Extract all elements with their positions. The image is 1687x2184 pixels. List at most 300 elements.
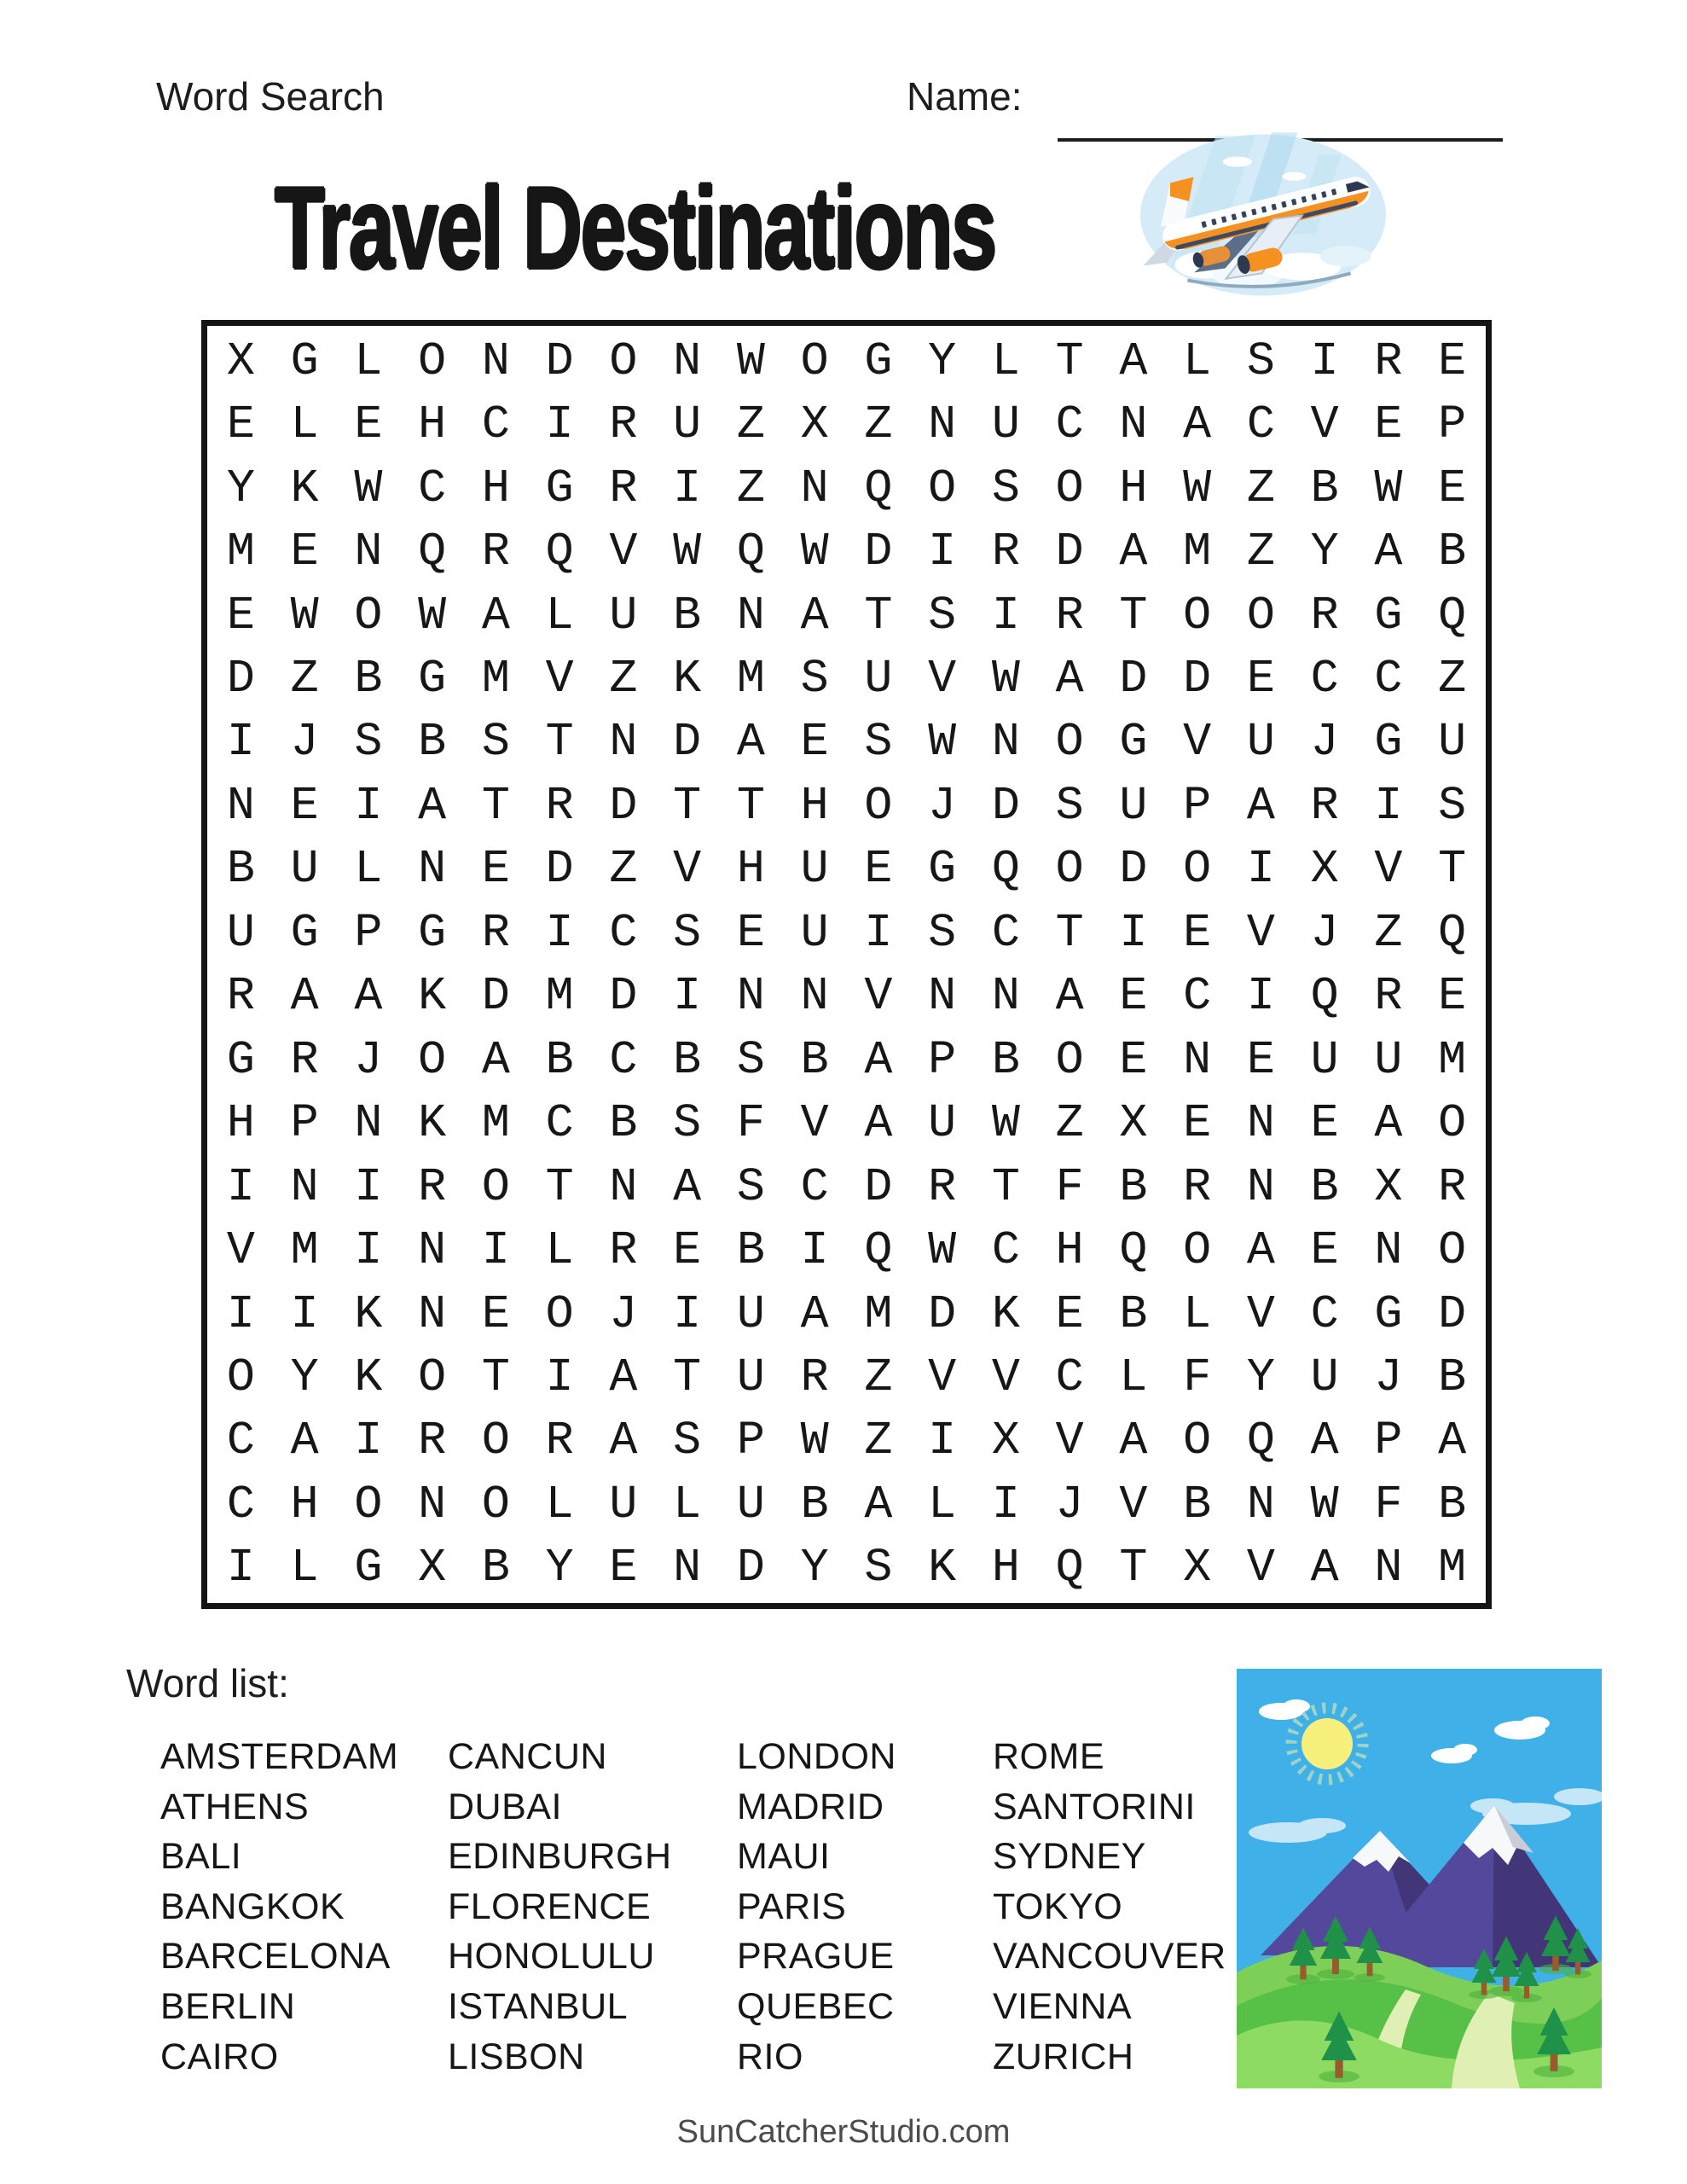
grid-cell-letter: A — [290, 969, 319, 1024]
grid-cell-letter: W — [800, 525, 829, 579]
grid-cell-letter: I — [354, 778, 383, 833]
grid-cell-letter: O — [481, 1414, 510, 1468]
grid-cell-letter: L — [545, 588, 574, 642]
grid-cell-letter: Q — [1055, 1541, 1084, 1595]
grid-cell-letter: X — [1119, 1096, 1148, 1151]
grid-cell-letter: V — [991, 1350, 1020, 1404]
grid-cell-letter: G — [1374, 715, 1403, 770]
grid-cell-letter: A — [864, 1477, 893, 1531]
grid-cell-letter: B — [1183, 1477, 1212, 1531]
grid-cell-letter: A — [1246, 1223, 1275, 1278]
grid-row — [209, 1345, 1484, 1409]
grid-cell-letter: O — [800, 334, 829, 388]
grid-cell-letter: S — [673, 1096, 702, 1151]
grid-cell-letter: U — [609, 588, 638, 642]
grid-cell-letter: G — [290, 905, 319, 960]
grid-cell-letter: P — [1374, 1414, 1403, 1468]
grid-cell-letter: T — [481, 1350, 510, 1404]
word-list-item: TOKYO — [993, 1885, 1123, 1927]
word-list-column — [160, 1732, 433, 2082]
grid-cell-letter: E — [226, 588, 255, 642]
grid-cell-letter: I — [290, 1287, 319, 1341]
grid-cell-letter: U — [1374, 1032, 1403, 1087]
grid-cell-letter: A — [354, 969, 383, 1024]
grid-cell-letter: S — [736, 1159, 765, 1214]
grid-cell-letter: R — [1438, 1159, 1467, 1214]
grid-cell-letter: C — [1374, 651, 1403, 706]
grid-cell-letter: G — [418, 905, 447, 960]
grid-cell-letter: E — [1438, 969, 1467, 1024]
grid-row — [209, 1409, 1484, 1472]
grid-cell-letter: I — [1246, 842, 1275, 897]
grid-cell-letter: E — [864, 842, 893, 897]
grid-cell-letter: D — [928, 1287, 957, 1341]
grid-cell-letter: T — [673, 1350, 702, 1404]
grid-cell-letter: W — [418, 588, 447, 642]
grid-cell-letter: E — [290, 778, 319, 833]
grid-cell-letter: I — [864, 905, 893, 960]
grid-cell-letter: O — [1055, 715, 1084, 770]
grid-cell-letter: L — [1183, 334, 1212, 388]
word-list-item: SANTORINI — [993, 1786, 1196, 1827]
grid-cell-letter: J — [354, 1032, 383, 1087]
grid-cell-letter: R — [1374, 969, 1403, 1024]
grid-cell-letter: W — [1183, 461, 1212, 515]
grid-cell-letter: F — [1055, 1159, 1084, 1214]
grid-cell-letter: A — [736, 715, 765, 770]
grid-cell-letter: M — [290, 1223, 319, 1278]
grid-cell-letter: I — [226, 1287, 255, 1341]
grid-cell-letter: O — [1246, 588, 1275, 642]
grid-cell-letter: N — [736, 588, 765, 642]
word-list-label: Word list: — [126, 1661, 289, 1705]
grid-cell-letter: B — [545, 1032, 574, 1087]
grid-cell-letter: A — [290, 1414, 319, 1468]
grid-cell-letter: C — [1183, 969, 1212, 1024]
grid-cell-letter: L — [991, 334, 1020, 388]
grid-cell-letter: I — [1374, 778, 1403, 833]
grid-cell-letter: J — [609, 1287, 638, 1341]
grid-cell-letter: E — [1183, 905, 1212, 960]
grid-cell-letter: C — [609, 905, 638, 960]
grid-cell-letter: W — [673, 525, 702, 579]
grid-row — [209, 901, 1484, 964]
grid-cell-letter: C — [418, 461, 447, 515]
grid-cell-letter: O — [418, 1032, 447, 1087]
grid-cell-letter: N — [928, 969, 957, 1024]
grid-cell-letter: R — [1055, 588, 1084, 642]
grid-cell-letter: Z — [1374, 905, 1403, 960]
grid-cell-letter: N — [481, 334, 510, 388]
grid-cell-letter: B — [673, 1032, 702, 1087]
grid-cell-letter: W — [1310, 1477, 1339, 1531]
grid-cell-letter: K — [673, 651, 702, 706]
grid-cell-letter: N — [354, 525, 383, 579]
word-list-item: ZURICH — [993, 2036, 1134, 2077]
grid-cell-letter: M — [481, 1096, 510, 1151]
grid-cell-letter: O — [928, 461, 957, 515]
grid-cell-letter: M — [1183, 525, 1212, 579]
word-list-item: CANCUN — [448, 1736, 607, 1777]
grid-cell-letter: L — [545, 1477, 574, 1531]
grid-cell-letter: B — [1438, 1350, 1467, 1404]
grid-cell-letter: E — [481, 1287, 510, 1341]
grid-cell-letter: E — [1246, 651, 1275, 706]
grid-cell-letter: E — [1438, 334, 1467, 388]
grid-cell-letter: R — [609, 398, 638, 452]
grid-cell-letter: B — [481, 1541, 510, 1595]
grid-cell-letter: J — [1310, 905, 1339, 960]
grid-cell-letter: Q — [864, 461, 893, 515]
grid-cell-letter: H — [1055, 1223, 1084, 1278]
grid-cell-letter: P — [1183, 778, 1212, 833]
grid-cell-letter: A — [1310, 1414, 1339, 1468]
word-list-item: PARIS — [737, 1885, 847, 1927]
grid-cell-letter: D — [481, 969, 510, 1024]
grid-cell-letter: J — [928, 778, 957, 833]
grid-cell-letter: H — [1119, 461, 1148, 515]
grid-cell-letter: V — [928, 651, 957, 706]
grid-cell-letter: Q — [991, 842, 1020, 897]
grid-cell-letter: R — [928, 1159, 957, 1214]
grid-cell-letter: O — [1183, 1223, 1212, 1278]
grid-cell-letter: C — [609, 1032, 638, 1087]
grid-cell-letter: D — [864, 525, 893, 579]
grid-cell-letter: A — [481, 1032, 510, 1087]
grid-cell-letter: C — [800, 1159, 829, 1214]
grid-cell-letter: G — [418, 651, 447, 706]
name-label: Name: — [907, 74, 1023, 119]
grid-cell-letter: X — [1310, 842, 1339, 897]
grid-cell-letter: G — [1374, 1287, 1403, 1341]
grid-cell-letter: Q — [864, 1223, 893, 1278]
grid-cell-letter: N — [1246, 1477, 1275, 1531]
grid-cell-letter: E — [354, 398, 383, 452]
grid-cell-letter: A — [800, 588, 829, 642]
grid-cell-letter: V — [1374, 842, 1403, 897]
grid-cell-letter: W — [354, 461, 383, 515]
grid-cell-letter: E — [800, 715, 829, 770]
grid-cell-letter: N — [1183, 1032, 1212, 1087]
grid-row — [209, 584, 1484, 647]
grid-cell-letter: Z — [1246, 461, 1275, 515]
grid-cell-letter: N — [418, 842, 447, 897]
grid-cell-letter: W — [290, 588, 319, 642]
grid-cell-letter: D — [1119, 651, 1148, 706]
grid-cell-letter: G — [1119, 715, 1148, 770]
grid-cell-letter: T — [545, 715, 574, 770]
grid-cell-letter: L — [354, 334, 383, 388]
grid-cell-letter: B — [418, 715, 447, 770]
grid-cell-letter: U — [864, 651, 893, 706]
grid-cell-letter: D — [545, 334, 574, 388]
grid-cell-letter: D — [1119, 842, 1148, 897]
grid-cell-letter: U — [609, 1477, 638, 1531]
grid-cell-letter: L — [928, 1477, 957, 1531]
grid-cell-letter: N — [928, 398, 957, 452]
grid-cell-letter: G — [928, 842, 957, 897]
word-list-item: HONOLULU — [448, 1936, 655, 1978]
grid-cell-letter: A — [1119, 1414, 1148, 1468]
footer-credit: SunCatcherStudio.com — [676, 2114, 1011, 2150]
grid-cell-letter: R — [545, 1414, 574, 1468]
grid-cell-letter: E — [1055, 1287, 1084, 1341]
grid-cell-letter: C — [1310, 651, 1339, 706]
worksheet-type-label: Word Search — [156, 74, 385, 119]
grid-cell-letter: X — [1183, 1541, 1212, 1595]
grid-cell-letter: I — [545, 398, 574, 452]
word-list-item: BANGKOK — [160, 1885, 345, 1927]
grid-cell-letter: V — [1246, 1287, 1275, 1341]
grid-cell-letter: Q — [1119, 1223, 1148, 1278]
grid-row — [209, 1218, 1484, 1281]
grid-cell-letter: O — [1438, 1223, 1467, 1278]
grid-cell-letter: L — [545, 1223, 574, 1278]
word-list-item: ATHENS — [160, 1786, 310, 1827]
grid-cell-letter: S — [673, 1414, 702, 1468]
grid-cell-letter: Y — [545, 1541, 574, 1595]
grid-cell-letter: S — [800, 651, 829, 706]
grid-row — [209, 711, 1484, 774]
grid-cell-letter: L — [354, 842, 383, 897]
grid-cell-letter: A — [1374, 1096, 1403, 1151]
grid-cell-letter: F — [1374, 1477, 1403, 1531]
grid-cell-letter: Z — [1438, 651, 1467, 706]
grid-cell-letter: W — [800, 1414, 829, 1468]
grid-cell-letter: I — [354, 1414, 383, 1468]
grid-cell-letter: W — [991, 1096, 1020, 1151]
word-grid — [201, 320, 1492, 1609]
grid-cell-letter: J — [1310, 715, 1339, 770]
grid-cell-letter: E — [609, 1541, 638, 1595]
grid-cell-letter: V — [673, 842, 702, 897]
grid-row — [209, 1028, 1484, 1091]
grid-cell-letter: B — [991, 1032, 1020, 1087]
grid-cell-letter: U — [800, 842, 829, 897]
grid-cell-letter: J — [1374, 1350, 1403, 1404]
grid-cell-letter: W — [991, 651, 1020, 706]
grid-cell-letter: X — [418, 1541, 447, 1595]
grid-cell-letter: V — [800, 1096, 829, 1151]
grid-row — [209, 774, 1484, 837]
grid-cell-letter: C — [1246, 398, 1275, 452]
grid-cell-letter: W — [1374, 461, 1403, 515]
grid-cell-letter: N — [1374, 1223, 1403, 1278]
grid-cell-letter: N — [354, 1096, 383, 1151]
word-list-item: BALI — [160, 1836, 242, 1878]
grid-cell-letter: N — [991, 715, 1020, 770]
word-list-item: ISTANBUL — [448, 1985, 629, 2027]
grid-cell-letter: T — [1055, 905, 1084, 960]
grid-cell-letter: N — [800, 969, 829, 1024]
grid-cell-letter: M — [226, 525, 255, 579]
word-list-item: BARCELONA — [160, 1936, 391, 1978]
word-list-item: RIO — [737, 2036, 803, 2077]
grid-cell-letter: A — [864, 1032, 893, 1087]
word-list-item: EDINBURGH — [448, 1836, 672, 1878]
grid-cell-letter: A — [864, 1096, 893, 1151]
grid-cell-letter: I — [226, 1541, 255, 1595]
grid-row — [209, 647, 1484, 710]
grid-cell-letter: E — [1119, 1032, 1148, 1087]
grid-cell-letter: U — [1246, 715, 1275, 770]
grid-cell-letter: T — [545, 1159, 574, 1214]
grid-cell-letter: N — [1374, 1541, 1403, 1595]
grid-row — [209, 965, 1484, 1028]
grid-cell-letter: P — [354, 905, 383, 960]
grid-cell-letter: N — [736, 969, 765, 1024]
grid-cell-letter: N — [290, 1159, 319, 1214]
grid-cell-letter: I — [991, 588, 1020, 642]
grid-cell-letter: R — [1374, 334, 1403, 388]
grid-cell-letter: C — [226, 1414, 255, 1468]
grid-cell-letter: U — [736, 1477, 765, 1531]
grid-cell-letter: I — [226, 715, 255, 770]
grid-row — [209, 1155, 1484, 1218]
grid-cell-letter: Q — [1438, 905, 1467, 960]
grid-cell-letter: O — [226, 1350, 255, 1404]
grid-cell-letter: O — [1055, 461, 1084, 515]
grid-cell-letter: O — [481, 1159, 510, 1214]
airplane-illustration — [1134, 128, 1392, 302]
grid-row — [209, 1472, 1484, 1536]
grid-cell-letter: I — [481, 1223, 510, 1278]
grid-cell-letter: A — [609, 1350, 638, 1404]
grid-cell-letter: N — [991, 969, 1020, 1024]
grid-cell-letter: O — [354, 1477, 383, 1531]
grid-cell-letter: G — [1374, 588, 1403, 642]
grid-cell-letter: S — [1438, 778, 1467, 833]
grid-cell-letter: P — [1438, 398, 1467, 452]
grid-cell-letter: S — [864, 715, 893, 770]
grid-cell-letter: A — [1055, 651, 1084, 706]
grid-cell-letter: H — [800, 778, 829, 833]
grid-cell-letter: A — [1310, 1541, 1339, 1595]
grid-cell-letter: W — [928, 1223, 957, 1278]
grid-cell-letter: C — [226, 1477, 255, 1531]
grid-cell-letter: K — [290, 461, 319, 515]
grid-cell-letter: Z — [864, 398, 893, 452]
grid-cell-letter: F — [1183, 1350, 1212, 1404]
grid-cell-letter: A — [1119, 334, 1148, 388]
grid-cell-letter: O — [1438, 1096, 1467, 1151]
grid-cell-letter: E — [1246, 1032, 1275, 1087]
word-list-item: PRAGUE — [737, 1936, 895, 1978]
grid-cell-letter: S — [991, 461, 1020, 515]
grid-cell-letter: B — [226, 842, 255, 897]
grid-cell-letter: C — [1055, 398, 1084, 452]
grid-cell-letter: E — [1310, 1223, 1339, 1278]
grid-cell-letter: T — [673, 778, 702, 833]
grid-cell-letter: D — [1183, 651, 1212, 706]
grid-cell-letter: V — [1246, 1541, 1275, 1595]
grid-cell-letter: Y — [226, 461, 255, 515]
grid-cell-letter: I — [1119, 905, 1148, 960]
grid-cell-letter: C — [481, 398, 510, 452]
grid-cell-letter: Z — [1055, 1096, 1084, 1151]
grid-cell-letter: Z — [609, 842, 638, 897]
grid-cell-letter: D — [1055, 525, 1084, 579]
grid-cell-letter: S — [1055, 778, 1084, 833]
grid-cell-letter: I — [545, 905, 574, 960]
grid-cell-letter: C — [1055, 1350, 1084, 1404]
grid-cell-letter: S — [736, 1032, 765, 1087]
grid-cell-letter: J — [1055, 1477, 1084, 1531]
grid-cell-letter: B — [1310, 461, 1339, 515]
sun — [1301, 1718, 1353, 1769]
grid-cell-letter: I — [545, 1350, 574, 1404]
grid-cell-letter: D — [864, 1159, 893, 1214]
grid-row — [209, 392, 1484, 456]
grid-cell-letter: P — [928, 1032, 957, 1087]
grid-cell-letter: E — [673, 1223, 702, 1278]
grid-cell-letter: M — [1438, 1541, 1467, 1595]
word-list-item: MAUI — [737, 1836, 831, 1878]
grid-cell-letter: R — [481, 905, 510, 960]
grid-cell-letter: G — [354, 1541, 383, 1595]
grid-cell-letter: G — [545, 461, 574, 515]
grid-row — [209, 520, 1484, 583]
grid-cell-letter: E — [1438, 461, 1467, 515]
grid-cell-letter: D — [1438, 1287, 1467, 1341]
grid-cell-letter: B — [609, 1096, 638, 1151]
grid-cell-letter: X — [226, 334, 255, 388]
grid-cell-letter: I — [1310, 334, 1339, 388]
grid-cell-letter: N — [418, 1477, 447, 1531]
grid-cell-letter: S — [673, 905, 702, 960]
grid-cell-letter: A — [1119, 525, 1148, 579]
grid-cell-letter: V — [609, 525, 638, 579]
grid-cell-letter: C — [545, 1096, 574, 1151]
grid-cell-letter: I — [1246, 969, 1275, 1024]
grid-cell-letter: N — [418, 1287, 447, 1341]
grid-cell-letter: R — [1183, 1159, 1212, 1214]
grid-cell-letter: D — [736, 1541, 765, 1595]
grid-cell-letter: U — [928, 1096, 957, 1151]
grid-cell-letter: S — [928, 905, 957, 960]
word-list-item: VIENNA — [993, 1985, 1133, 2027]
grid-cell-letter: Z — [1246, 525, 1275, 579]
grid-cell-letter: D — [609, 778, 638, 833]
grid-cell-letter: S — [928, 588, 957, 642]
grid-cell-letter: A — [1374, 525, 1403, 579]
grid-cell-letter: V — [1055, 1414, 1084, 1468]
grid-cell-letter: L — [1183, 1287, 1212, 1341]
word-list-item: LONDON — [737, 1736, 896, 1777]
grid-cell-letter: L — [290, 398, 319, 452]
grid-cell-letter: L — [673, 1477, 702, 1531]
grid-cell-letter: Q — [736, 525, 765, 579]
grid-cell-letter: E — [1374, 398, 1403, 452]
grid-cell-letter: Z — [864, 1414, 893, 1468]
grid-cell-letter: K — [354, 1350, 383, 1404]
grid-cell-letter: L — [1119, 1350, 1148, 1404]
grid-cell-letter: Y — [800, 1541, 829, 1595]
grid-cell-letter: I — [354, 1223, 383, 1278]
grid-cell-letter: E — [1310, 1096, 1339, 1151]
grid-cell-letter: A — [800, 1287, 829, 1341]
grid-cell-letter: U — [226, 905, 255, 960]
grid-cell-letter: H — [418, 398, 447, 452]
grid-cell-letter: K — [991, 1287, 1020, 1341]
grid-row — [209, 329, 1484, 392]
grid-cell-letter: N — [418, 1223, 447, 1278]
grid-cell-letter: K — [418, 1096, 447, 1151]
grid-cell-letter: Q — [1246, 1414, 1275, 1468]
grid-cell-letter: T — [481, 778, 510, 833]
grid-cell-letter: H — [481, 461, 510, 515]
grid-row — [209, 1091, 1484, 1154]
